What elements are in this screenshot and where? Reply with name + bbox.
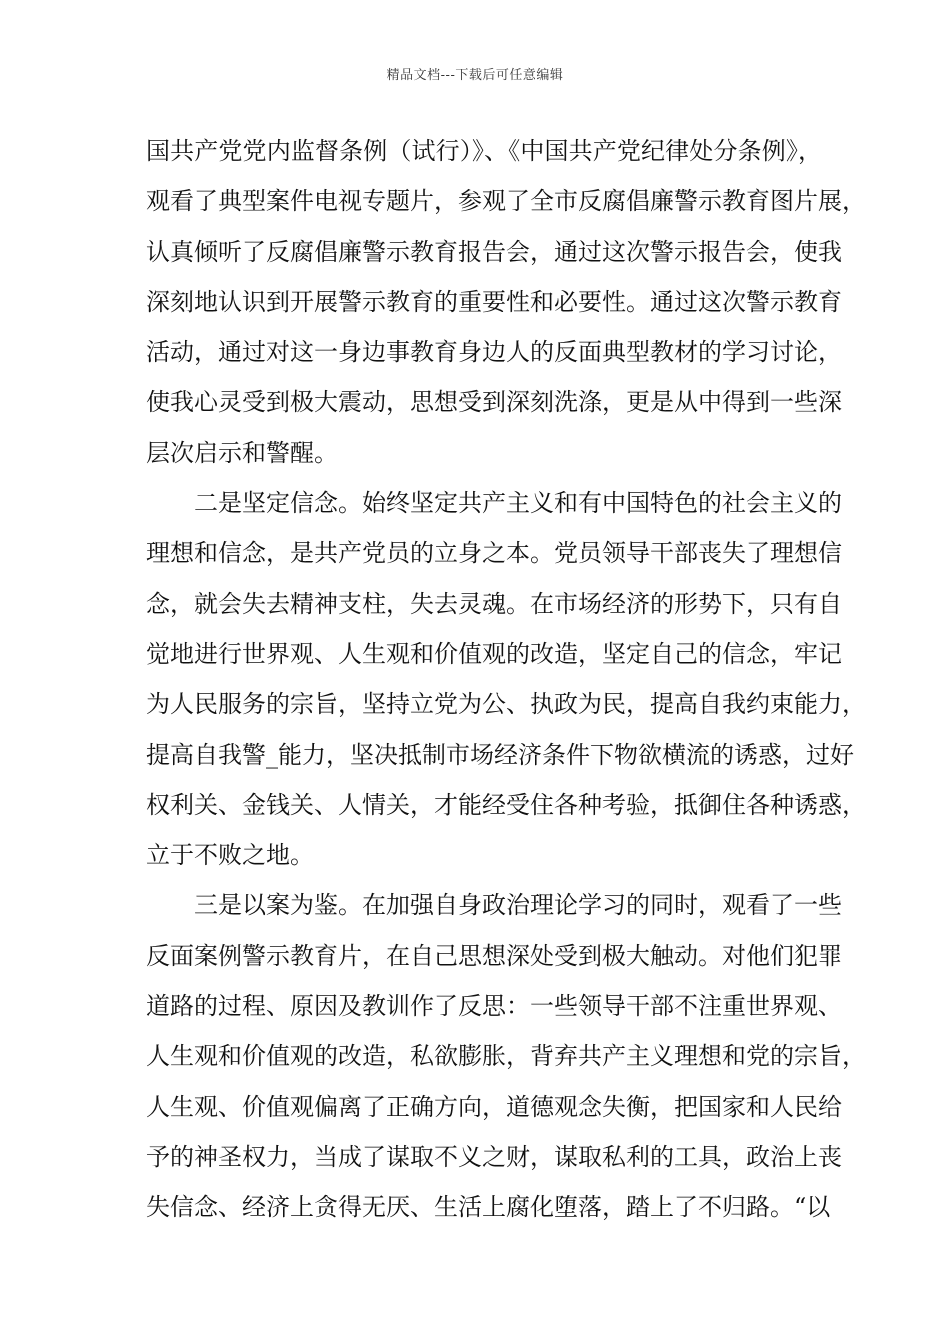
text-line: 深刻地认识到开展警示教育的重要性和必要性。通过这次警示教育 xyxy=(146,287,842,316)
text-line: 反面案例警示教育片，在自己思想深处受到极大触动。对他们犯罪 xyxy=(146,941,842,970)
text-line: 二是坚定信念。始终坚定共产主义和有中国特色的社会主义的 xyxy=(194,489,842,518)
text-line: 人生观、价值观偏离了正确方向，道德观念失衡，把国家和人民给 xyxy=(146,1092,842,1121)
text-line: 予的神圣权力，当成了谋取不义之财，谋取私利的工具，政治上丧 xyxy=(146,1142,842,1171)
paragraph xyxy=(146,126,866,478)
text-line: 失信念、经济上贪得无厌、生活上腐化堕落，踏上了不归路。“以 xyxy=(146,1193,831,1222)
page-header: 精品文档---下载后可任意编辑 xyxy=(386,68,564,83)
text-line: 理想和信念，是共产党员的立身之本。党员领导干部丧失了理想信 xyxy=(146,539,842,568)
text-line: 立于不败之地。 xyxy=(146,841,314,870)
document-body xyxy=(146,126,866,1233)
text-line: 使我心灵受到极大震动，思想受到深刻洗涤，更是从中得到一些深 xyxy=(146,388,842,417)
text-line: 三是以案为鉴。在加强自身政治理论学习的同时，观看了一些 xyxy=(194,891,842,920)
text-line: 人生观和价值观的改造，私欲膨胀，背弃共产主义理想和党的宗旨， xyxy=(146,1042,866,1071)
text-line: 为人民服务的宗旨，坚持立党为公、执政为民，提高自我约束能力， xyxy=(146,690,866,719)
text-line: 国共产党党内监督条例（试行）》、《中国共产党纪律处分条例》， xyxy=(146,137,822,165)
text-line: 道路的过程、原因及教训作了反思：一些领导干部不注重世界观、 xyxy=(146,992,842,1021)
paragraph xyxy=(146,880,866,1232)
text-line: 权利关、金钱关、人情关，才能经受住各种考验，抵御住各种诱惑， xyxy=(146,790,866,819)
text-line: 提高自我警_能力，坚决抵制市场经济条件下物欲横流的诱惑，过好 xyxy=(146,740,854,769)
text-line: 层次启示和警醒。 xyxy=(146,438,338,467)
text-line: 认真倾听了反腐倡廉警示教育报告会，通过这次警示报告会，使我 xyxy=(146,237,842,266)
text-line: 念，就会失去精神支柱，失去灵魂。在市场经济的形势下，只有自 xyxy=(146,589,842,618)
text-line: 观看了典型案件电视专题片，参观了全市反腐倡廉警示教育图片展， xyxy=(146,187,866,216)
text-line: 活动，通过对这一身边事教育身边人的反面典型教材的学习讨论， xyxy=(146,338,842,367)
paragraph xyxy=(146,478,866,880)
text-line: 觉地进行世界观、人生观和价值观的改造，坚定自己的信念，牢记 xyxy=(146,639,842,668)
